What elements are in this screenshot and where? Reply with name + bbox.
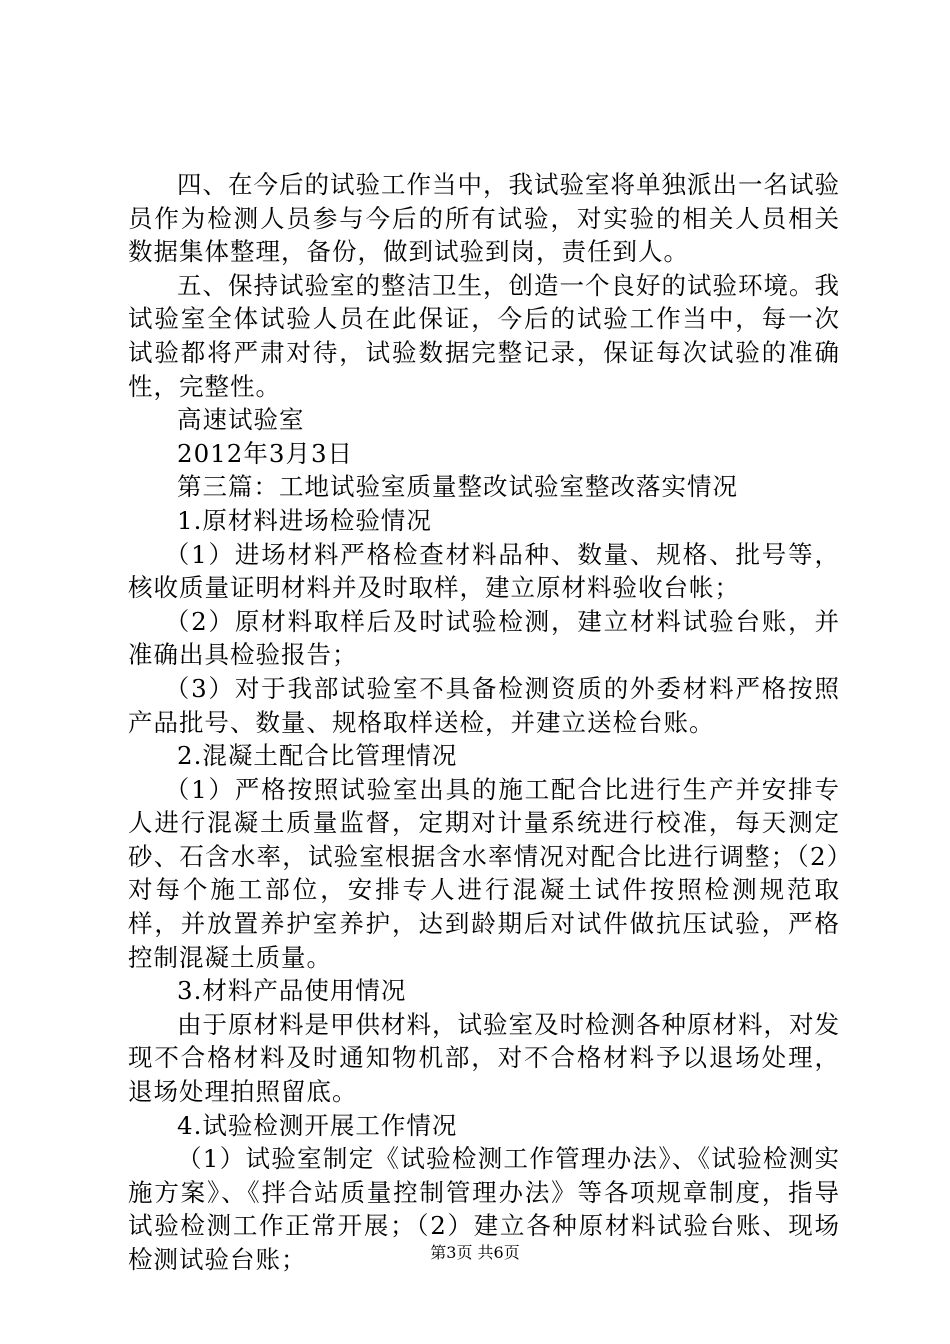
heading-raw-material-inspection: 1.原材料进场检验情况	[177, 505, 432, 535]
paragraph-raw-material-1: （1）进场材料严格检查材料品种、数量、规格、批号等，核收质量证明材料并及时取样，建立原材料验收台帐；	[128, 539, 840, 603]
paragraph-concrete-mix: （1）严格按照试验室出具的施工配合比进行生产并安排专人进行混凝土质量监督，定期对计量系统进行校准，每天测定砂、石含水率，试验室根据含水率情况对配合比进行调整；（2）对每个施工部位，安排专人进行混凝土试件按照检测规范取样，并放置养护室养护，达到龄期后对试件做抗压试验，严格控制混凝土质量。	[128, 774, 840, 972]
heading-testing-work: 4.试验检测开展工作情况	[177, 1110, 458, 1140]
paragraph-testing-work: （1）试验室制定《试验检测工作管理办法》、《试验检测实施方案》、《拌合站质量控制管理办法》等各项规章制度，指导试验检测工作正常开展；（2）建立各种原材料试验台账、现场检测试验台账；	[128, 1144, 840, 1274]
paragraph-item-five: 五、保持试验室的整洁卫生，创造一个良好的试验环境。我试验室全体试验人员在此保证，今后的试验工作当中，每一次试验都将严肃对待，试验数据完整记录，保证每次试验的准确性，完整性。	[128, 270, 840, 401]
paragraph-item-four: 四、在今后的试验工作当中，我试验室将单独派出一名试验员作为检测人员参与今后的所有试验，对实验的相关人员相关数据集体整理，备份，做到试验到岗，责任到人。	[128, 170, 840, 267]
paragraph-raw-material-3: （3）对于我部试验室不具备检测资质的外委材料严格按照产品批号、数量、规格取样送检，并建立送检台账。	[128, 673, 840, 737]
paragraph-material-usage: 由于原材料是甲供材料，试验室及时检测各种原材料，对发现不合格材料及时通知物机部，对不合格材料予以退场处理，退场处理拍照留底。	[128, 1009, 840, 1107]
signature-organization: 高速试验室	[177, 405, 305, 435]
heading-concrete-mix: 2.混凝土配合比管理情况	[177, 741, 458, 771]
section-title: 第三篇：工地试验室质量整改试验室整改落实情况	[177, 472, 738, 502]
document-body	[128, 168, 840, 1277]
page-number-footer: 第3页 共6页	[430, 1243, 520, 1262]
heading-material-usage: 3.材料产品使用情况	[177, 976, 407, 1006]
paragraph-raw-material-2: （2）原材料取样后及时试验检测，建立材料试验台账，并准确出具检验报告；	[128, 606, 840, 670]
signature-date: 2012年3月3日	[177, 438, 354, 468]
